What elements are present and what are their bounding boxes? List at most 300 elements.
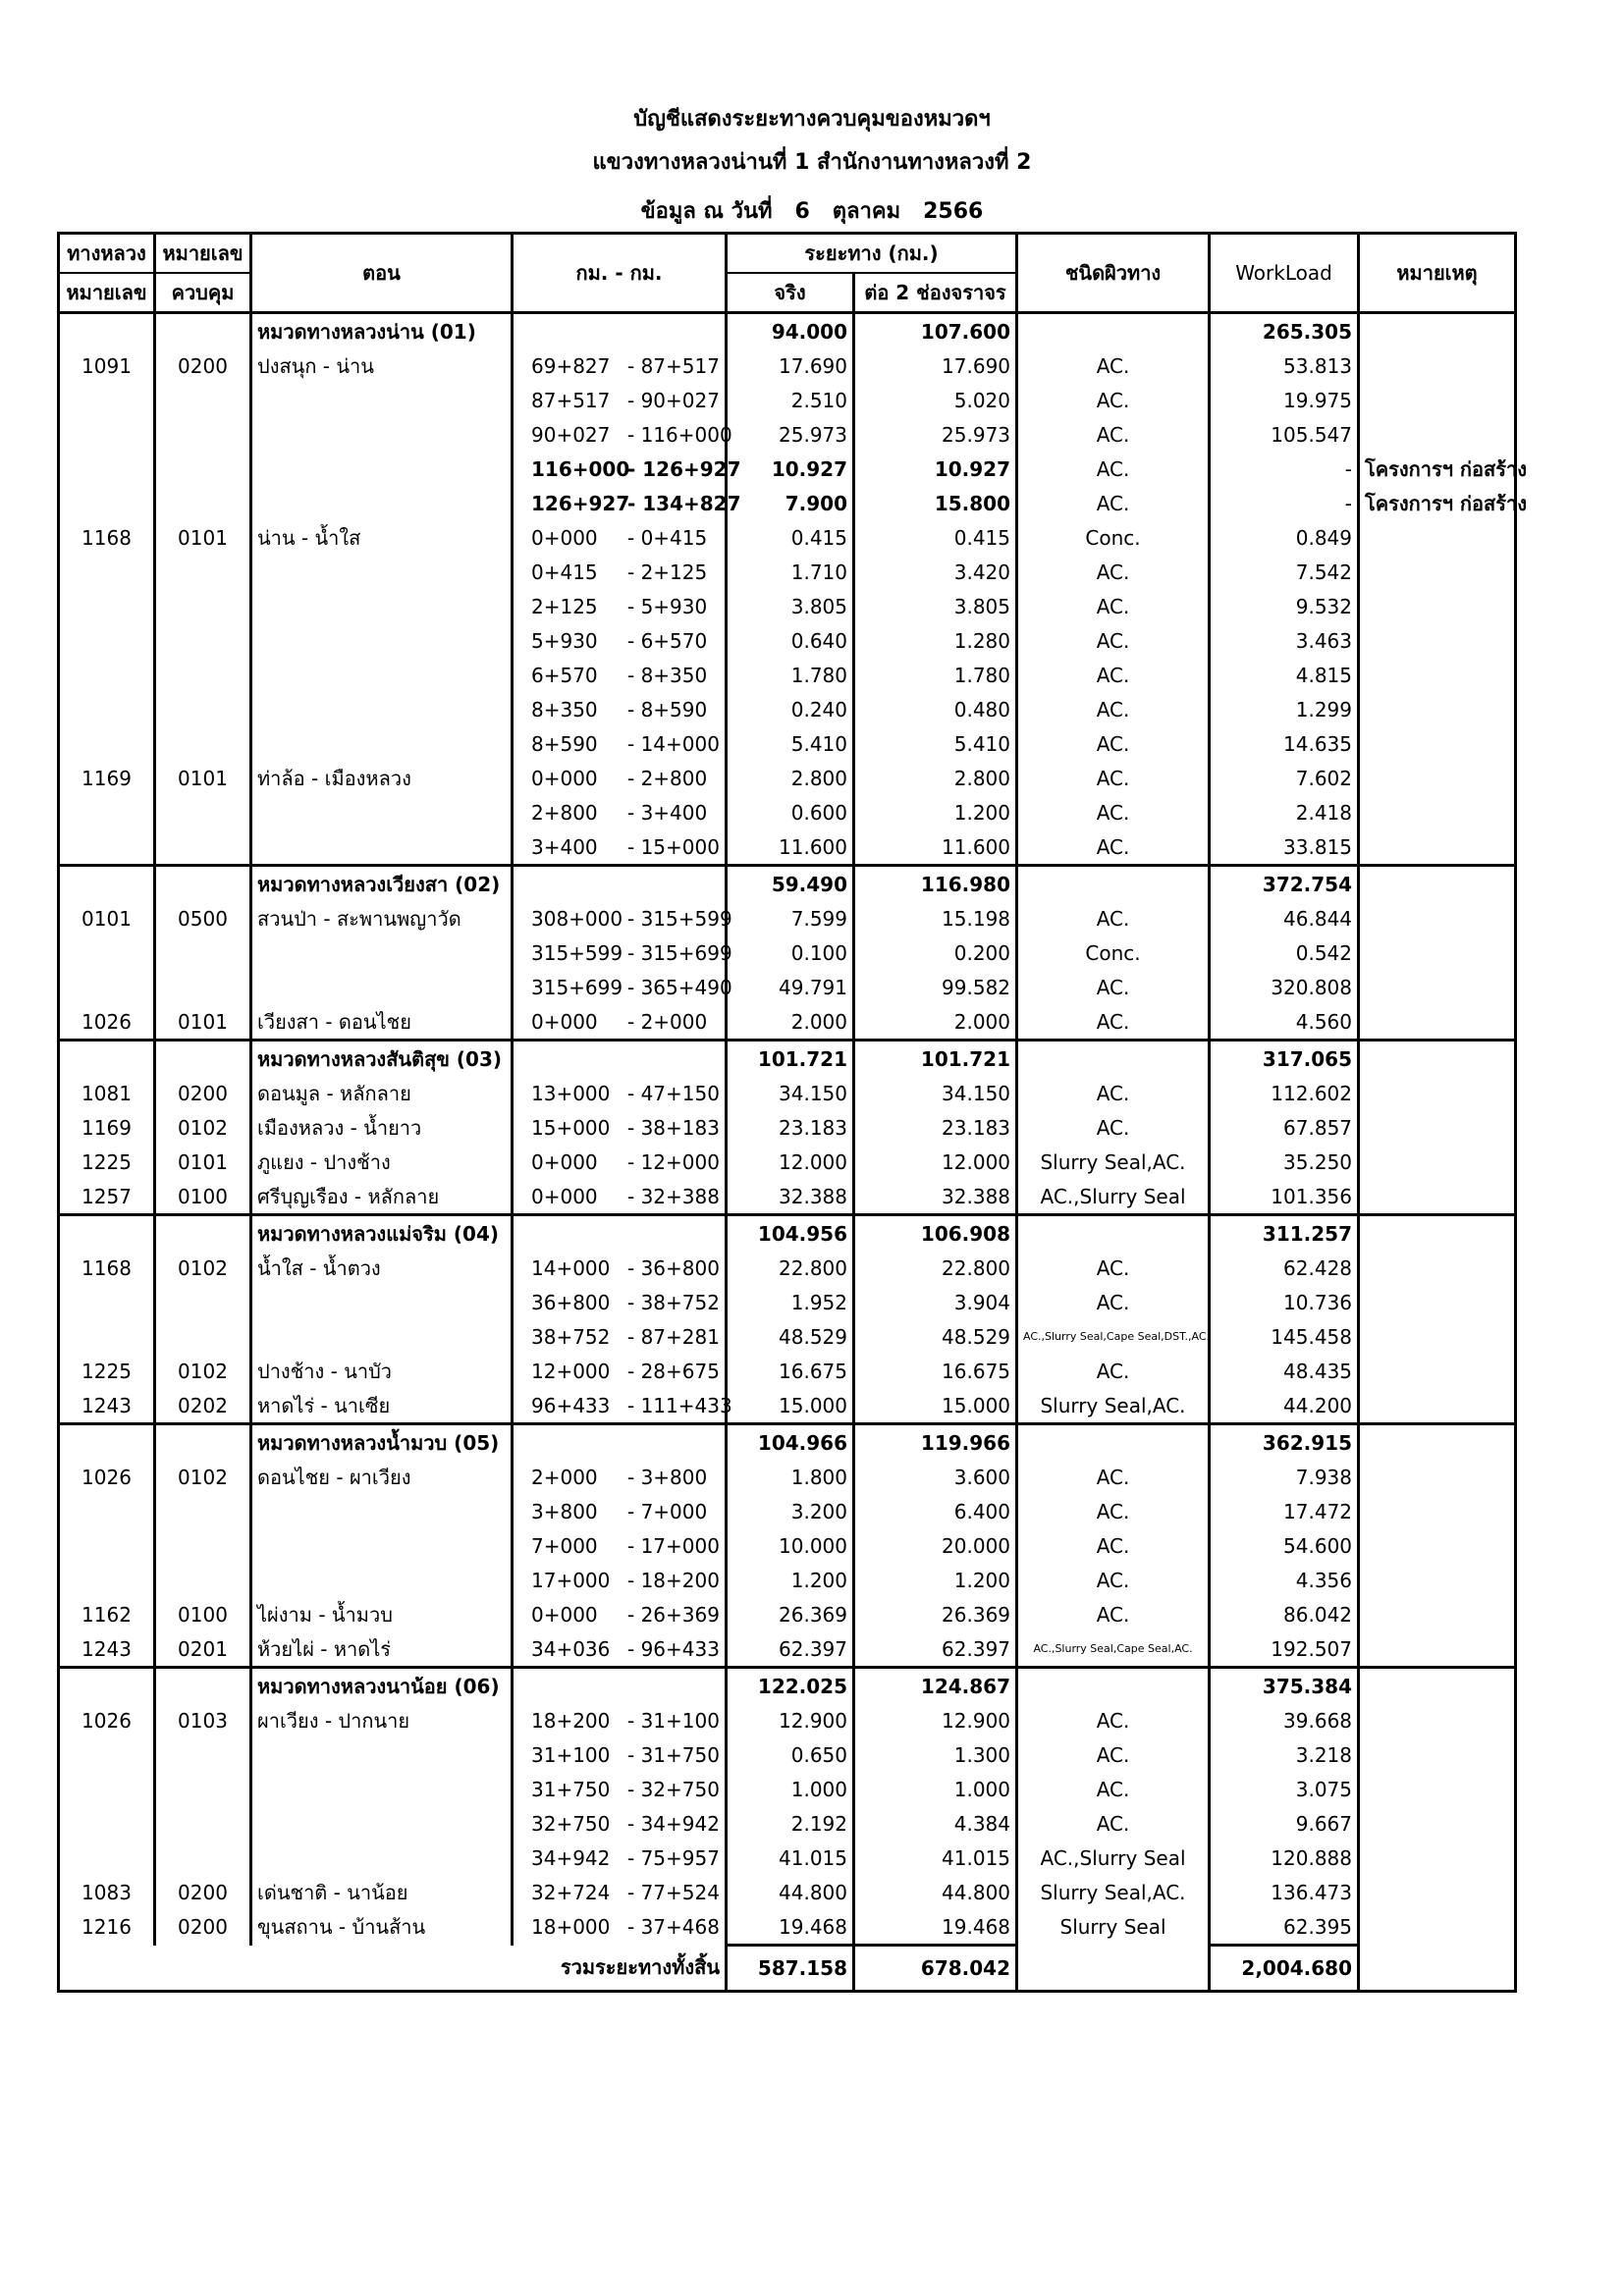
- surface-type: Slurry Seal,AC.: [1017, 1145, 1210, 1179]
- group-lane2: 116.980: [854, 866, 1017, 902]
- surface-type: Slurry Seal,AC.: [1017, 1388, 1210, 1424]
- km-to: - 90+027: [627, 388, 720, 412]
- workload-value: 1.299: [1210, 692, 1359, 726]
- section-name: [251, 1528, 513, 1563]
- control-number: 0101: [155, 520, 251, 555]
- workload-value: 19.975: [1210, 383, 1359, 417]
- doc-title: บัญชีแสดงระยะทางควบคุมของหมวดฯ: [633, 107, 991, 132]
- km-to: - 134+827: [627, 491, 741, 515]
- section-name: [251, 486, 513, 520]
- control-number: [155, 658, 251, 692]
- empty-cell: [155, 866, 251, 902]
- lane2-distance: 12.000: [854, 1145, 1017, 1179]
- lane2-distance: 2.000: [854, 1004, 1017, 1041]
- lane2-distance: 1.200: [854, 1563, 1017, 1597]
- remark-text: [1359, 1354, 1516, 1388]
- remark-text: [1359, 1563, 1516, 1597]
- remark-text: [1359, 1737, 1516, 1772]
- lane2-distance: 23.183: [854, 1110, 1017, 1145]
- actual-distance: 16.675: [727, 1354, 854, 1388]
- route-number: [59, 970, 155, 1004]
- section-name: [251, 589, 513, 623]
- lane2-distance: 0.415: [854, 520, 1017, 555]
- lane2-distance: 16.675: [854, 1354, 1017, 1388]
- km-from: 87+517: [531, 388, 611, 412]
- workload-value: 4.815: [1210, 658, 1359, 692]
- actual-distance: 1.800: [727, 1460, 854, 1494]
- route-number: 0101: [59, 901, 155, 935]
- control-number: 0200: [155, 348, 251, 383]
- lane2-distance: 3.805: [854, 589, 1017, 623]
- control-number: [155, 1528, 251, 1563]
- section-name: เด่นชาติ - นาน้อย: [251, 1875, 513, 1909]
- surface-type: AC.: [1017, 1076, 1210, 1110]
- lane2-distance: 1.200: [854, 795, 1017, 829]
- control-number: 0202: [155, 1388, 251, 1424]
- workload-value: 3.218: [1210, 1737, 1359, 1772]
- km-range: [513, 1319, 727, 1354]
- route-number: [59, 1528, 155, 1563]
- control-number: [155, 692, 251, 726]
- remark-text: [1359, 1388, 1516, 1424]
- workload-value: 17.472: [1210, 1494, 1359, 1528]
- control-number: 0100: [155, 1597, 251, 1631]
- group-row: [59, 866, 1516, 902]
- route-number: 1169: [59, 1110, 155, 1145]
- col-km: กม. - กม.: [513, 234, 727, 313]
- km-to: - 315+599: [627, 906, 732, 931]
- actual-distance: 1.780: [727, 658, 854, 692]
- control-number: [155, 417, 251, 452]
- km-from: 0+000: [531, 1602, 598, 1627]
- lane2-distance: 32.388: [854, 1179, 1017, 1215]
- empty-cell: [59, 313, 155, 349]
- lane2-distance: 25.973: [854, 417, 1017, 452]
- actual-distance: 11.600: [727, 829, 854, 866]
- remark-text: [1359, 1179, 1516, 1215]
- control-number: [155, 589, 251, 623]
- km-range: [513, 1251, 727, 1285]
- group-row: [59, 1424, 1516, 1461]
- table-row: [59, 1319, 1516, 1354]
- actual-distance: 10.000: [727, 1528, 854, 1563]
- route-number: 1083: [59, 1875, 155, 1909]
- route-number: [59, 658, 155, 692]
- km-to: - 3+400: [627, 800, 708, 825]
- col-control-no: หมายเลข: [155, 234, 251, 274]
- lane2-distance: 17.690: [854, 348, 1017, 383]
- km-range: [513, 383, 727, 417]
- group-actual: 101.721: [727, 1041, 854, 1077]
- km-to: - 8+590: [627, 697, 708, 721]
- table-row: [59, 1004, 1516, 1041]
- section-name: ดอนไชย - ผาเวียง: [251, 1460, 513, 1494]
- table-row: [59, 1460, 1516, 1494]
- km-to: - 32+388: [627, 1184, 720, 1208]
- doc-subtitle: แขวงทางหลวงน่านที่ 1 สำนักงานทางหลวงที่ 2: [592, 150, 1032, 175]
- km-to: - 8+350: [627, 663, 708, 687]
- control-number: [155, 1772, 251, 1806]
- km-to: - 26+369: [627, 1602, 720, 1627]
- section-name: [251, 1737, 513, 1772]
- table-row: [59, 1388, 1516, 1424]
- actual-distance: 41.015: [727, 1841, 854, 1875]
- col-workload: WorkLoad: [1210, 234, 1359, 313]
- route-number: 1243: [59, 1631, 155, 1668]
- route-number: [59, 1806, 155, 1841]
- surface-type: AC.: [1017, 383, 1210, 417]
- remark-text: [1359, 623, 1516, 658]
- total-actual: 587.158: [727, 1946, 854, 1992]
- actual-distance: 44.800: [727, 1875, 854, 1909]
- empty-cell: [1359, 1424, 1516, 1461]
- empty-cell: [59, 1041, 155, 1077]
- group-lane2: 119.966: [854, 1424, 1017, 1461]
- remark-text: [1359, 1145, 1516, 1179]
- workload-value: 53.813: [1210, 348, 1359, 383]
- km-to: - 2+800: [627, 766, 708, 790]
- group-actual: 104.956: [727, 1215, 854, 1252]
- lane2-distance: 99.582: [854, 970, 1017, 1004]
- section-name: ห้วยไผ่ - หาดไร่: [251, 1631, 513, 1668]
- section-name: น่าน - น้ำใส: [251, 520, 513, 555]
- empty-cell: [513, 1215, 727, 1252]
- control-number: 0200: [155, 1875, 251, 1909]
- surface-type: AC.: [1017, 417, 1210, 452]
- km-range: [513, 555, 727, 589]
- route-number: [59, 1841, 155, 1875]
- date-day: 6: [794, 199, 810, 224]
- actual-distance: 25.973: [727, 417, 854, 452]
- lane2-distance: 3.420: [854, 555, 1017, 589]
- section-name: สวนป่า - สะพานพญาวัด: [251, 901, 513, 935]
- actual-distance: 2.192: [727, 1806, 854, 1841]
- km-to: - 77+524: [627, 1880, 720, 1904]
- km-range: [513, 970, 732, 1004]
- surface-type: AC.: [1017, 1563, 1210, 1597]
- group-lane2: 107.600: [854, 313, 1017, 349]
- km-from: 32+750: [531, 1811, 611, 1836]
- workload-value: 7.938: [1210, 1460, 1359, 1494]
- km-from: 90+027: [531, 422, 611, 447]
- empty-cell: [1017, 1215, 1210, 1252]
- table-row: [59, 1145, 1516, 1179]
- section-name: ดอนมูล - หลักลาย: [251, 1076, 513, 1110]
- km-to: - 18+200: [627, 1568, 720, 1592]
- workload-value: 48.435: [1210, 1354, 1359, 1388]
- table-row: [59, 555, 1516, 589]
- actual-distance: 1.952: [727, 1285, 854, 1319]
- empty-cell: [513, 1668, 727, 1704]
- control-number: [155, 555, 251, 589]
- surface-type: AC.: [1017, 1251, 1210, 1285]
- km-from: 7+000: [531, 1533, 598, 1558]
- km-to: - 28+675: [627, 1359, 720, 1383]
- km-from: 0+000: [531, 525, 598, 550]
- lane2-distance: 3.600: [854, 1460, 1017, 1494]
- km-from: 0+000: [531, 766, 598, 790]
- lane2-distance: 4.384: [854, 1806, 1017, 1841]
- km-to: - 47+150: [627, 1081, 720, 1105]
- km-to: - 32+750: [627, 1777, 720, 1801]
- empty-cell: [1359, 1668, 1516, 1704]
- km-to: - 365+490: [627, 975, 732, 999]
- surface-type: AC.: [1017, 555, 1210, 589]
- remark-text: [1359, 658, 1516, 692]
- route-number: [59, 555, 155, 589]
- km-range: [513, 1841, 727, 1875]
- route-number: [59, 589, 155, 623]
- empty-cell: [1359, 866, 1516, 902]
- surface-type: Conc.: [1017, 935, 1210, 970]
- km-range: [513, 1772, 727, 1806]
- total-workload: 2,004.680: [1210, 1946, 1359, 1992]
- section-name: ภูแยง - ปางช้าง: [251, 1145, 513, 1179]
- km-to: - 111+433: [627, 1393, 732, 1417]
- route-number: [59, 417, 155, 452]
- table-row: [59, 692, 1516, 726]
- km-to: - 2+125: [627, 560, 708, 584]
- control-number: [155, 795, 251, 829]
- lane2-distance: 48.529: [854, 1319, 1017, 1354]
- km-range: [513, 692, 727, 726]
- surface-type: AC.: [1017, 486, 1210, 520]
- total-label: รวมระยะทางทั้งสิ้น: [560, 1955, 720, 1980]
- col-surface: ชนิดผิวทาง: [1017, 234, 1210, 313]
- km-range: [513, 1460, 727, 1494]
- lane2-distance: 1.780: [854, 658, 1017, 692]
- actual-distance: 1.000: [727, 1772, 854, 1806]
- workload-value: 120.888: [1210, 1841, 1359, 1875]
- km-from: 5+930: [531, 628, 598, 653]
- empty-cell: [1359, 313, 1516, 349]
- remark-text: [1359, 1703, 1516, 1737]
- km-from: 12+000: [531, 1359, 611, 1383]
- km-range: [513, 348, 727, 383]
- km-to: - 87+281: [627, 1324, 720, 1349]
- km-range: [513, 1179, 727, 1215]
- workload-value: 39.668: [1210, 1703, 1359, 1737]
- remark-text: [1359, 726, 1516, 761]
- empty-cell: [1017, 313, 1210, 349]
- table-row: [59, 1494, 1516, 1528]
- control-number: [155, 726, 251, 761]
- group-row: [59, 1041, 1516, 1077]
- lane2-distance: 15.800: [854, 486, 1017, 520]
- section-name: ไผ่งาม - น้ำมวบ: [251, 1597, 513, 1631]
- section-name: [251, 935, 513, 970]
- lane2-distance: 3.904: [854, 1285, 1017, 1319]
- control-number: [155, 970, 251, 1004]
- route-number: [59, 1563, 155, 1597]
- remark-text: [1359, 1875, 1516, 1909]
- table-row: [59, 935, 1516, 970]
- km-range: [513, 589, 727, 623]
- table-row: [59, 795, 1516, 829]
- workload-value: 46.844: [1210, 901, 1359, 935]
- workload-value: 44.200: [1210, 1388, 1359, 1424]
- surface-type: AC.: [1017, 1772, 1210, 1806]
- km-range: [513, 486, 741, 520]
- table-row: [59, 1285, 1516, 1319]
- km-range: [513, 1737, 727, 1772]
- group-workload: 375.384: [1210, 1668, 1359, 1704]
- group-lane2: 106.908: [854, 1215, 1017, 1252]
- route-number: 1168: [59, 520, 155, 555]
- surface-type: AC.: [1017, 1004, 1210, 1041]
- km-to: - 3+800: [627, 1465, 708, 1489]
- section-name: [251, 1841, 513, 1875]
- km-from: 2+000: [531, 1465, 598, 1489]
- workload-value: 112.602: [1210, 1076, 1359, 1110]
- km-range: [513, 1875, 727, 1909]
- route-number: 1243: [59, 1388, 155, 1424]
- group-workload: 317.065: [1210, 1041, 1359, 1077]
- km-range: [513, 1703, 727, 1737]
- section-name: [251, 1285, 513, 1319]
- col-control-no-2: ควบคุม: [155, 273, 251, 313]
- group-actual: 59.490: [727, 866, 854, 902]
- col-route-no: ทางหลวง: [59, 234, 155, 274]
- km-range: [513, 761, 727, 795]
- control-number: [155, 623, 251, 658]
- surface-type: AC.: [1017, 623, 1210, 658]
- km-from: 0+415: [531, 560, 598, 584]
- km-to: - 7+000: [627, 1499, 708, 1523]
- surface-type: AC.,Slurry Seal,Cape Seal,AC.: [1017, 1631, 1210, 1668]
- actual-distance: 7.599: [727, 901, 854, 935]
- group-workload: 372.754: [1210, 866, 1359, 902]
- workload-value: 54.600: [1210, 1528, 1359, 1563]
- table-row: [59, 1703, 1516, 1737]
- route-number: [59, 1494, 155, 1528]
- empty-cell: [155, 1215, 251, 1252]
- km-from: 13+000: [531, 1081, 611, 1105]
- route-number: [59, 726, 155, 761]
- actual-distance: 12.900: [727, 1703, 854, 1737]
- route-number: 1081: [59, 1076, 155, 1110]
- empty-cell: [155, 1041, 251, 1077]
- actual-distance: 26.369: [727, 1597, 854, 1631]
- control-number: [155, 935, 251, 970]
- table-row: [59, 589, 1516, 623]
- lane2-distance: 26.369: [854, 1597, 1017, 1631]
- table-row: [59, 383, 1516, 417]
- table-row: [59, 1597, 1516, 1631]
- actual-distance: 0.650: [727, 1737, 854, 1772]
- surface-type: AC.,Slurry Seal: [1017, 1179, 1210, 1215]
- section-name: น้ำใส - น้ำตวง: [251, 1251, 513, 1285]
- km-from: 8+590: [531, 731, 598, 756]
- actual-distance: 1.200: [727, 1563, 854, 1597]
- route-table: [57, 232, 1527, 1993]
- km-range: [513, 1631, 727, 1668]
- km-from: 17+000: [531, 1568, 611, 1592]
- surface-type: AC.: [1017, 1528, 1210, 1563]
- table-row: [59, 1772, 1516, 1806]
- table-row: [59, 1737, 1516, 1772]
- km-range: [513, 1110, 727, 1145]
- surface-type: AC.: [1017, 970, 1210, 1004]
- actual-distance: 7.900: [727, 486, 854, 520]
- actual-distance: 5.410: [727, 726, 854, 761]
- workload-value: 10.736: [1210, 1285, 1359, 1319]
- section-name: เมืองหลวง - น้ำยาว: [251, 1110, 513, 1145]
- table-row: [59, 1806, 1516, 1841]
- group-row: [59, 1668, 1516, 1704]
- surface-type: Conc.: [1017, 520, 1210, 555]
- workload-value: 101.356: [1210, 1179, 1359, 1215]
- empty-cell: [513, 1424, 727, 1461]
- workload-value: 3.463: [1210, 623, 1359, 658]
- table-row: [59, 1875, 1516, 1909]
- control-number: [155, 383, 251, 417]
- group-row: [59, 1215, 1516, 1252]
- route-number: [59, 452, 155, 486]
- surface-type: AC.: [1017, 1737, 1210, 1772]
- remark-text: [1359, 901, 1516, 935]
- actual-distance: 15.000: [727, 1388, 854, 1424]
- group-actual: 94.000: [727, 313, 854, 349]
- km-range: [513, 1909, 727, 1946]
- group-lane2: 101.721: [854, 1041, 1017, 1077]
- surface-type: AC.: [1017, 692, 1210, 726]
- table-row: [59, 658, 1516, 692]
- surface-type: AC.: [1017, 761, 1210, 795]
- group-actual: 122.025: [727, 1668, 854, 1704]
- km-range: [513, 520, 727, 555]
- empty-cell: [59, 1424, 155, 1461]
- section-name: หาดไร่ - นาเซีย: [251, 1388, 513, 1424]
- group-name: หมวดทางหลวงน่าน (01): [251, 313, 513, 349]
- actual-distance: 0.100: [727, 935, 854, 970]
- remark-text: [1359, 383, 1516, 417]
- remark-text: [1359, 1631, 1516, 1668]
- surface-type: AC.: [1017, 1354, 1210, 1388]
- route-number: 1225: [59, 1145, 155, 1179]
- control-number: 0103: [155, 1703, 251, 1737]
- empty-cell: [155, 1668, 251, 1704]
- empty-cell: [513, 313, 727, 349]
- table-row: [59, 1251, 1516, 1285]
- lane2-distance: 1.300: [854, 1737, 1017, 1772]
- route-number: 1026: [59, 1703, 155, 1737]
- km-to: - 6+570: [627, 628, 708, 653]
- section-name: [251, 417, 513, 452]
- col-section: ตอน: [251, 234, 513, 313]
- control-number: [155, 829, 251, 866]
- remark-text: [1359, 1460, 1516, 1494]
- control-number: 0101: [155, 1145, 251, 1179]
- section-name: ผาเวียง - ปากนาย: [251, 1703, 513, 1737]
- actual-distance: 2.510: [727, 383, 854, 417]
- route-number: 1026: [59, 1004, 155, 1041]
- km-from: 34+942: [531, 1845, 611, 1870]
- surface-type: Slurry Seal: [1017, 1909, 1210, 1946]
- route-number: [59, 486, 155, 520]
- section-name: ศรีบุญเรือง - หลักลาย: [251, 1179, 513, 1215]
- remark-text: [1359, 1004, 1516, 1041]
- km-from: 18+000: [531, 1915, 611, 1940]
- km-from: 0+000: [531, 1009, 598, 1034]
- control-number: [155, 1563, 251, 1597]
- group-actual: 104.966: [727, 1424, 854, 1461]
- km-to: - 5+930: [627, 594, 708, 618]
- lane2-distance: 20.000: [854, 1528, 1017, 1563]
- lane2-distance: 22.800: [854, 1251, 1017, 1285]
- km-to: - 116+000: [627, 422, 732, 447]
- route-number: 1169: [59, 761, 155, 795]
